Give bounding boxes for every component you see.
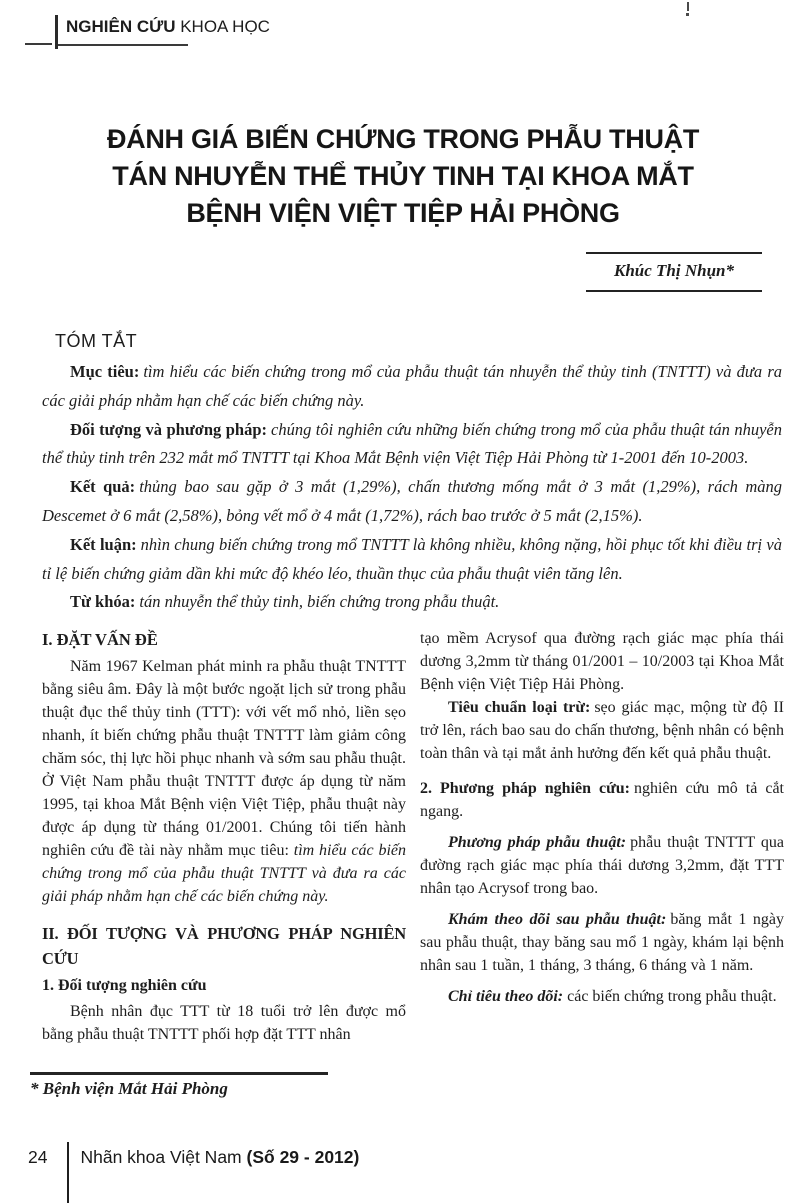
abstract-objective-label: Mục tiêu: [70,362,140,381]
abstract-section [42,331,782,617]
introduction-objective-italic: tìm hiểu các biến chứng trong mổ của phẫu thuật TNTTT và đưa ra các giải pháp nhằm hạn chế các biến chứng này. [42,842,407,905]
monitoring-criteria-paragraph [420,985,784,1008]
abstract-conclusion-label: Kết luận: [70,534,137,554]
abstract-conclusion [42,531,782,589]
header-underline-rule [58,44,188,46]
page-number: 24 [28,1147,48,1167]
abstract-keywords-text: tán nhuyễn thể thủy tinh, biến chứng trong phẫu thuật. [139,592,500,612]
section-tag [66,16,270,38]
section-heading-methods: II. ĐỐI TƯỢNG VÀ PHƯƠNG PHÁP NGHIÊN CỨU [42,924,406,968]
page-footer [28,1147,359,1168]
exclusion-criteria-text: sẹo giác mạc, mộng từ độ II trở lên, rách bao sau do chấn thương, bệnh nhân có bệnh toàn thân và tại mắt ảnh hưởng đến kết quả phẫu thuật. [420,699,785,762]
abstract-results-text: thủng bao sau gặp ở 3 mắt (1,29%), chấn thương mống mắt ở 3 mắt (1,29%), rách màng Descemet ở 6 mắt (2,58%), bỏng vết mổ ở 4 mắt (1,72%), rách bao trước ở 5 mắt (2,15%). [42,477,783,525]
body-columns [42,627,784,1046]
section-heading-introduction: I. ĐẶT VẤN ĐỀ [42,630,158,649]
followup-text: băng mắt 1 ngày sau phẫu thuật, thay băng sau mổ 1 ngày, khám lại bệnh nhân sau 1 tuần, 1 tháng, 3 tháng, 6 tháng và 1 năm. [420,911,785,974]
exclusion-criteria-paragraph [420,696,784,765]
abstract-conclusion-text: nhìn chung biến chứng trong mổ TNTTT là không nhiều, không nặng, hồi phục tốt khi điều trị và tỉ lệ biến chứng giảm dần khi mức độ khéo léo, thuần thục của phẫu thuật viên tăng lên. [42,534,782,583]
abstract-methods-label: Đối tượng và phương pháp: [70,419,267,439]
subjects-paragraph [42,1000,406,1046]
journal-name: Nhãn khoa Việt Nam [80,1147,242,1167]
study-design-text: nghiên cứu mô tả cắt ngang. [420,780,784,820]
header-dash-rule [25,43,52,45]
journal-issue: (Số 29 - 2012) [246,1147,360,1167]
subjects-text: Bệnh nhân đục TTT từ 18 tuổi trở lên được mổ bằng phẫu thuật TNTTT phối hợp đặt TTT nhân [42,1003,406,1043]
introduction-paragraph [42,655,406,908]
abstract-results [42,473,782,531]
abstract-keywords [42,588,782,617]
article-title-line1: ĐÁNH GIÁ BIẾN CHỨNG TRONG PHẪU THUẬT [106,124,700,154]
study-design-paragraph [420,777,784,823]
column-left [42,627,406,1046]
article-title-line3: BỆNH VIỆN VIỆT TIỆP HẢI PHÒNG [186,198,620,228]
scan-artifact-mark [687,2,689,11]
author-block [586,252,762,292]
section-tag-secondary: KHOA HỌC [175,17,270,36]
surgical-method-paragraph [420,831,784,900]
surgical-method-label: Phương pháp phẫu thuật: [448,834,627,851]
abstract-results-label: Kết quả: [70,477,136,497]
column-right [420,627,784,1046]
followup-label: Khám theo dõi sau phẫu thuật: [448,911,667,928]
author-name: Khúc Thị Nhụn* [614,261,734,280]
subjects-continued-paragraph [420,627,784,696]
abstract-methods-text: chúng tôi nghiên cứu những biến chứng trong mổ của phẫu thuật tán nhuyễn thể thủy tinh trên 232 mắt mổ TNTTT tại Khoa Mắt Bệnh viện Việt Tiệp Hải Phòng từ 1-2001 đến 10-2003. [42,419,782,468]
subsection-heading-subjects: 1. Đối tượng nghiên cứu [42,977,207,994]
followup-paragraph [420,908,784,977]
header [25,14,285,60]
article-title [0,121,806,232]
section-tag-primary: NGHIÊN CỨU [66,17,176,36]
abstract-keywords-label: Từ khóa: [70,592,136,612]
monitoring-criteria-label: Chỉ tiêu theo dõi: [448,988,564,1005]
abstract-heading: TÓM TẮT [55,331,138,351]
footnote [30,1072,328,1099]
abstract-objective-text: tìm hiểu các biến chứng trong mổ của phẫu thuật tán nhuyễn thể thủy tinh (TNTTT) và đưa ra các giải pháp nhằm hạn chế các biến chứng này. [42,362,782,410]
article-title-line2: TÁN NHUYỄN THỂ THỦY TINH TẠI KHOA MẮT [112,161,694,191]
footnote-text: * Bệnh viện Mắt Hải Phòng [30,1079,228,1098]
subjects-continued-text: tạo mềm Acrysof qua đường rạch giác mạc phía thái dương 3,2mm từ tháng 01/2001 – 10/2003 tại Khoa Mắt Bệnh viện Việt Tiệp Hải Phòng. [420,630,784,693]
exclusion-criteria-label: Tiêu chuẩn loại trừ: [448,699,591,716]
monitoring-criteria-text: các biến chứng trong phẫu thuật. [567,988,777,1005]
abstract-objective [42,358,782,416]
introduction-text: Năm 1967 Kelman phát minh ra phẫu thuật TNTTT bằng siêu âm. Đây là một bước ngoặt lịch sử trong phẫu thuật đục thể thủy tinh (TTT): với vết mổ nhỏ, liền sẹo nhanh, ít biến chứng phẫu thuật TNTTT làm giảm công chăm sóc, thị lực hồi phục nhanh và sớm sau phẫu thuật. Ở Việt Nam phẫu thuật TNTTT được áp dụng từ năm 1995, tại khoa Mắt Bệnh viện Việt Tiệp, phẫu thuật này được áp dụng từ tháng 01/2001. Chúng tôi tiến hành nghiên cứu đề tài này nhằm mục tiêu: [42,658,406,859]
study-design-label: 2. Phương pháp nghiên cứu: [420,780,630,797]
abstract-methods [42,416,782,474]
surgical-method-text: phẫu thuật TNTTT qua đường rạch giác mạc phía thái dương 3,2mm, đặt TTT nhân tạo Acrysof trong bao. [420,834,785,897]
